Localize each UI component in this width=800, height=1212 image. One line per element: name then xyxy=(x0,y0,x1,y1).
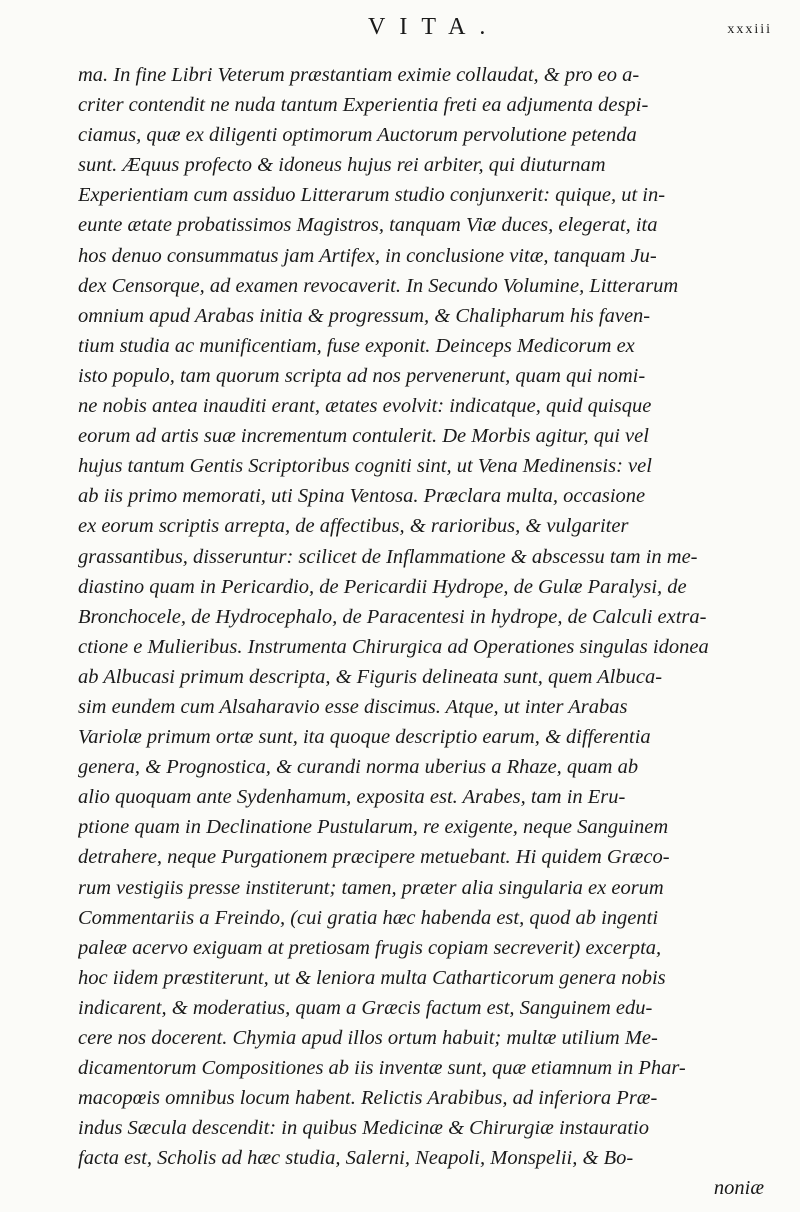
text-line: Bronchocele, de Hydrocephalo, de Paracentesi in hydrope, de Calculi extra- xyxy=(78,605,707,628)
text-line: rum vestigiis presse institerunt; tamen, præter alia singularia ex eorum xyxy=(78,876,664,899)
text-line: diastino quam in Pericardio, de Pericardii Hydrope, de Gulæ Paralysi, de xyxy=(78,575,687,598)
text-line: detrahere, neque Purgationem præcipere metuebant. Hi quidem Græco- xyxy=(78,846,670,869)
text-line: indus Sæcula descendit: in quibus Medicinæ & Chirurgiæ instauratio xyxy=(78,1117,649,1140)
text-line: eorum ad artis suæ incrementum contulerit. De Morbis agitur, qui vel xyxy=(78,425,649,448)
text-line: hoc iidem præstiterunt, ut & leniora multa Catharticorum genera nobis xyxy=(78,966,666,989)
text-line: genera, & Prognostica, & curandi norma uberius a Rhaze, quam ab xyxy=(78,756,639,779)
text-line: macopœis omnibus locum habent. Relictis Arabibus, ad inferiora Præ- xyxy=(78,1087,658,1110)
text-line: facta est, Scholis ad hæc studia, Salerni, Neapoli, Monspelii, & Bo- xyxy=(78,1147,634,1170)
text-line: ctione e Mulieribus. Instrumenta Chirurgica ad Operationes singulas idonea xyxy=(78,635,709,658)
text-line: eunte ætate probatissimos Magistros, tanquam Viæ duces, elegerat, ita xyxy=(78,214,658,237)
text-line: grassantibus, disseruntur: scilicet de Inflammatione & abscessu tam in me- xyxy=(78,545,698,568)
body-text xyxy=(78,60,778,1204)
text-line: hos denuo consummatus jam Artifex, in conclusione vitæ, tanquam Ju- xyxy=(78,244,657,267)
running-title: VITA. xyxy=(368,14,500,40)
text-line: sunt. Æquus profecto & idoneus hujus rei arbiter, qui diuturnam xyxy=(78,154,606,177)
text-line: Commentariis a Freindo, (cui gratia hæc habenda est, quod ab ingenti xyxy=(78,906,659,929)
text-line: dex Censorque, ad examen revocaverit. In Secundo Volumine, Litterarum xyxy=(78,274,679,297)
text-line: ex eorum scriptis arrepta, de affectibus, & rarioribus, & vulgariter xyxy=(78,515,629,538)
text-line: Variolæ primum ortæ sunt, ita quoque descriptio earum, & differentia xyxy=(78,726,651,749)
text-line: ciamus, quæ ex diligenti optimorum Auctorum pervolutione petenda xyxy=(78,124,637,147)
text-line: ma. In fine Libri Veterum præstantiam eximie collaudat, & pro eo a- xyxy=(78,64,640,86)
page-number: xxxiii xyxy=(727,22,772,37)
text-line: ab Albucasi primum descripta, & Figuris delineata sunt, quem Albuca- xyxy=(78,665,663,688)
text-line: cere nos docerent. Chymia apud illos ortum habuit; multæ utilium Me- xyxy=(78,1027,658,1049)
text-line: paleæ acervo exiguam at pretiosam frugis copiam secreverit) excerpta, xyxy=(78,936,662,959)
text-line: dicamentorum Compositiones ab iis inventæ sunt, quæ etiamnum in Phar- xyxy=(78,1057,686,1080)
text-line: Experientiam cum assiduo Litterarum studio conjunxerit: quique, ut in- xyxy=(78,184,666,207)
text-line: tium studia ac munificentiam, fuse exponit. Deinceps Medicorum ex xyxy=(78,334,635,357)
text-line: criter contendit ne nuda tantum Experientia freti ea adjumenta despi- xyxy=(78,94,649,117)
text-line: omnium apud Arabas initia & progressum, & Chalipharum his faven- xyxy=(78,304,651,327)
text-line: ne nobis antea inauditi erant, ætates evolvit: indicatque, quid quisque xyxy=(78,395,652,418)
text-line: ptione quam in Declinatione Pustularum, re exigente, neque Sanguinem xyxy=(78,816,669,839)
text-line: ab iis primo memorati, uti Spina Ventosa. Præclara multa, occasione xyxy=(78,485,646,508)
text-line: isto populo, tam quorum scripta ad nos pervenerunt, quam qui nomi- xyxy=(78,364,646,387)
text-line: hujus tantum Gentis Scriptoribus cogniti sint, ut Vena Medinensis: vel xyxy=(78,455,652,478)
catchword: noniæ xyxy=(713,1177,764,1200)
text-line: indicarent, & moderatius, quam a Græcis factum est, Sanguinem edu- xyxy=(78,996,653,1019)
text-line: sim eundem cum Alsaharavio esse discimus. Atque, ut inter Arabas xyxy=(78,695,628,718)
text-line: alio quoquam ante Sydenhamum, exposita est. Arabes, tam in Eru- xyxy=(78,786,626,809)
